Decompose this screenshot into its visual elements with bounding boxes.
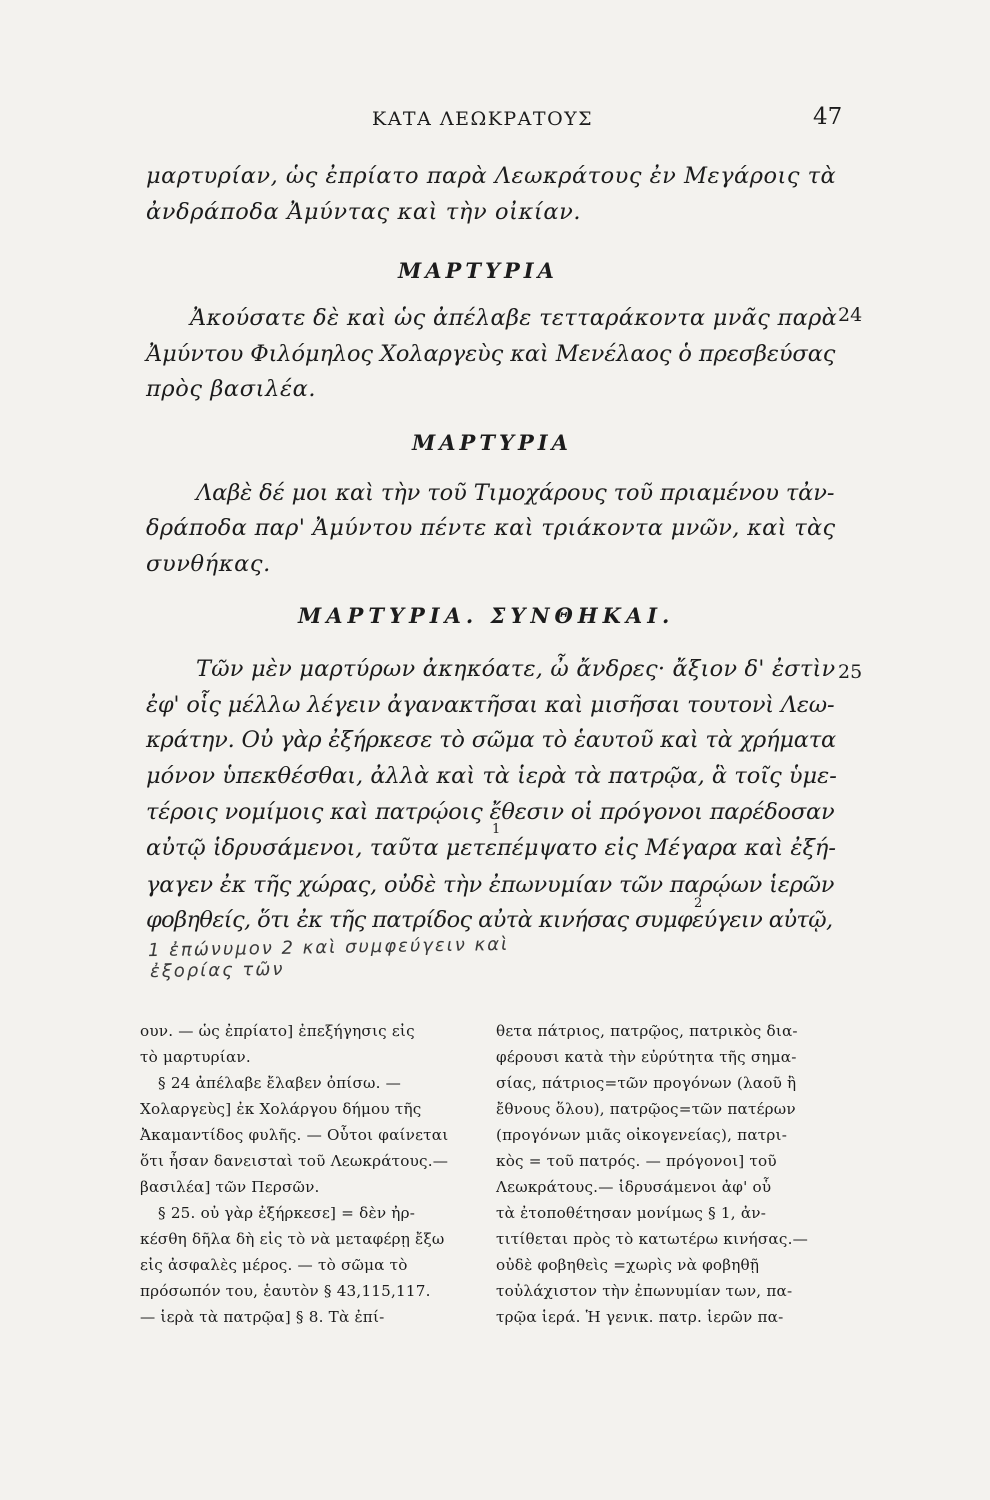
footnote-line: — ἱερὰ τὰ πατρῷα] § 8. Τὰ ἐπί- <box>140 1308 385 1326</box>
text-line: μόνον ὑπεκθέσθαι, ἀλλὰ καὶ τὰ ἱερὰ τὰ πατρῷα, ἃ τοῖς ὑμε- <box>146 763 837 789</box>
footnote-line: Χολαργεὺς] ἐκ Χολάργου δήμου τῆς <box>140 1100 422 1118</box>
text-line: δράποδα παρ' Ἀμύντου πέντε καὶ τριάκοντα μνῶν, καὶ τὰς <box>146 515 836 541</box>
footnote-line: πρόσωπόν του, ἑαυτὸν § 43,115,117. <box>140 1282 431 1300</box>
margin-section-number: 25 <box>838 661 863 683</box>
footnote-line: φέρουσι κατὰ τὴν εὐρύτητα τῆς σημα- <box>496 1048 797 1066</box>
footnote-line: τρῷα ἱερά. Ἡ γενικ. πατρ. ἱερῶν πα- <box>496 1308 784 1326</box>
footnote-line: Ἀκαμαντίδος φυλῆς. — Οὗτοι φαίνεται <box>140 1126 449 1144</box>
text-line: Λαβὲ δέ μοι καὶ τὴν τοῦ Τιμοχάρους τοῦ πριαμένου τἀν- <box>196 480 835 506</box>
text-line: μαρτυρίαν, ὡς ἐπρίατο παρὰ Λεωκράτους ἐν Μεγάροις τὰ <box>146 163 837 189</box>
footnote-line: ἔθνους ὅλου), πατρῷος=τῶν πατέρων <box>496 1100 796 1118</box>
text-line: τέροις νομίμοις καὶ πατρῴοις ἔθεσιν οἱ πρόγονοι παρέδοσαν <box>146 799 835 825</box>
footnote-line: § 24 ἀπέλαβε ἔλαβεν ὀπίσω. — <box>158 1074 402 1092</box>
footnote-line: θετα πάτριος, πατρῷος, πατρικὸς δια- <box>496 1022 798 1040</box>
margin-section-number: 24 <box>838 304 863 326</box>
section-heading-testimony: ΜΑΡΤΥΡΙΑ <box>412 430 572 455</box>
text-line: Ἀκούσατε δὲ καὶ ὡς ἀπέλαβε τετταράκοντα μνᾶς παρὰ <box>190 305 838 331</box>
text-line: γαγεν ἐκ τῆς χώρας, οὐδὲ τὴν ἐπωνυμίαν τῶν παρῴων ἱερῶν <box>146 872 835 898</box>
footnote-line: κέσθη δῆλα δὴ εἰς τὸ νὰ μεταφέρῃ ἔξω <box>140 1230 445 1248</box>
footnote-line: τιτίθεται πρὸς τὸ κατωτέρω κινήσας.— <box>496 1230 808 1248</box>
section-heading-testimony: ΜΑΡΤΥΡΙΑ <box>398 258 558 283</box>
footnote-line: τὰ ἐτοποθέτησαν μονίμως § 1, ἀν- <box>496 1204 767 1222</box>
footnote-line: τὸ μαρτυρίαν. <box>140 1048 251 1066</box>
footnote-line: εἰς ἀσφαλὲς μέρος. — τὸ σῶμα τὸ <box>140 1256 408 1274</box>
text-line: Ἀμύντου Φιλόμηλος Χολαργεὺς καὶ Μενέλαος ὁ πρεσβεύσας <box>146 341 836 367</box>
text-line: ἀνδράποδα Ἀμύντας καὶ τὴν οἰκίαν. <box>146 199 582 225</box>
text-line: Τῶν μὲν μαρτύρων ἀκηκόατε, ὦ ἄνδρες· ἄξιον δ' ἐστὶν <box>196 656 836 682</box>
footnote-line: Λεωκράτους.— ἱδρυσάμενοι ἀφ' οὗ <box>496 1178 772 1196</box>
handwritten-note-mark: 1 <box>492 822 501 837</box>
text-line: κράτην. Οὐ γὰρ ἐξήρκεσε τὸ σῶμα τὸ ἑαυτοῦ καὶ τὰ χρήματα <box>146 727 837 753</box>
footnote-line: ὅτι ἦσαν δανεισταὶ τοῦ Λεωκράτους.— <box>140 1152 449 1170</box>
text-line: αὐτῷ ἱδρυσάμενοι, ταῦτα μετεπέμψατο εἰς Μέγαρα καὶ ἐξή- <box>146 835 836 861</box>
text-line: ἐφ' οἷς μέλλω λέγειν ἀγανακτῆσαι καὶ μισῆσαι τουτονὶ Λεω- <box>146 692 835 718</box>
footnote-line: βασιλέα] τῶν Περσῶν. <box>140 1178 320 1196</box>
text-line: πρὸς βασιλέα. <box>146 376 317 402</box>
footnote-line: (προγόνων μιᾶς οἰκογενείας), πατρι- <box>496 1126 788 1144</box>
section-heading-testimony-contracts: ΜΑΡΤΥΡΙΑ. ΣΥΝΘΗΚΑΙ. <box>298 603 675 628</box>
footnote-line: § 25. οὐ γὰρ ἐξήρκεσε] = δὲν ἠρ- <box>158 1204 416 1222</box>
page-number: 47 <box>813 104 843 130</box>
footnote-line: οὐδὲ φοβηθεὶς =χωρὶς νὰ φοβηθῇ <box>496 1256 760 1274</box>
text-line: φοβηθείς, ὅτι ἐκ τῆς πατρίδος αὐτὰ κινήσας συμφεύγειν αὐτῷ, <box>146 907 833 933</box>
footnote-line: ουν. — ὡς ἐπρίατο] ἐπεξήγησις εἰς <box>140 1022 415 1040</box>
footnote-line: σίας, πάτριος=τῶν προγόνων (λαοῦ ἢ <box>496 1074 797 1092</box>
running-header-title: ΚΑΤΑ ΛΕΩΚΡΑΤΟΥΣ <box>372 108 594 130</box>
footnote-line: κὸς = τοῦ πατρός. — πρόγονοι] τοῦ <box>496 1152 777 1170</box>
footnote-line: τοὐλάχιστον τὴν ἐπωνυμίαν των, πα- <box>496 1282 793 1300</box>
handwritten-annotation: 1 ἐπώνυμον 2 καὶ συμφεύγειν καὶ <box>147 933 510 962</box>
handwritten-note-mark: 2 <box>694 896 703 911</box>
handwritten-annotation: ἐξορίας τῶν <box>149 958 285 983</box>
text-line: συνθήκας. <box>146 551 271 577</box>
